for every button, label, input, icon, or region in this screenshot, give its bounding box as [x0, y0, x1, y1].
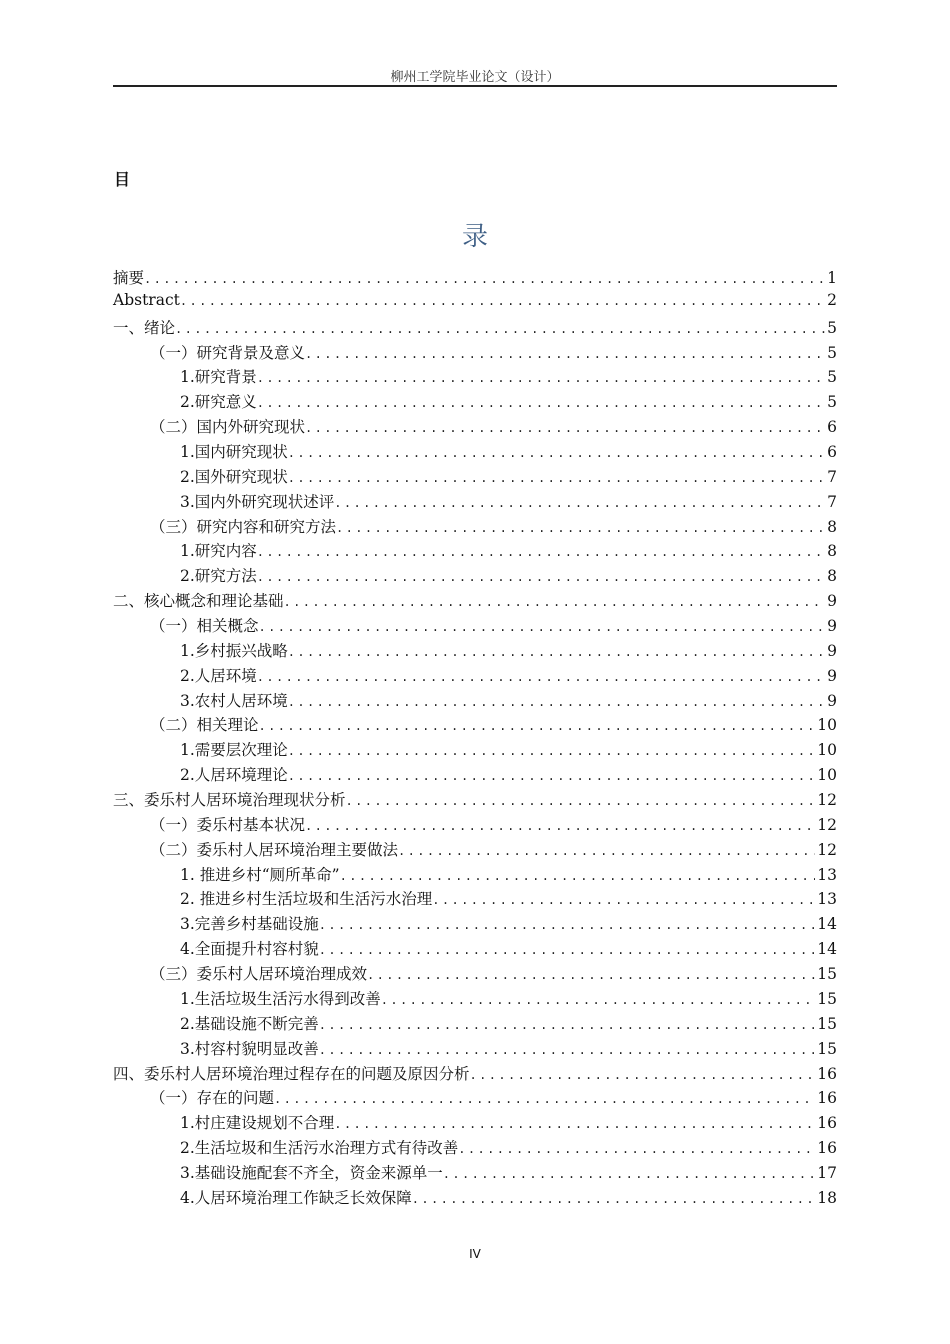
toc-entry-page: 13 [817, 865, 837, 884]
dot-leader [319, 943, 815, 957]
toc-entry[interactable] [113, 863, 837, 888]
toc-entry[interactable] [113, 490, 837, 515]
table-of-contents [113, 266, 837, 1211]
dot-leader [284, 595, 826, 609]
toc-entry[interactable] [113, 390, 837, 415]
dot-leader [305, 421, 825, 435]
toc-entry[interactable] [113, 415, 837, 440]
dot-leader [336, 521, 825, 535]
toc-entry-page: 15 [817, 965, 837, 984]
dot-leader [319, 918, 815, 932]
toc-entry-text: 2.基础设施不断完善 [180, 1014, 319, 1033]
dot-leader [367, 968, 815, 982]
toc-entry-page: 15 [817, 1039, 837, 1058]
toc-entry-page: 17 [817, 1163, 837, 1182]
toc-entry-page: 8 [827, 517, 837, 536]
dot-leader [305, 819, 815, 833]
toc-entry-text: 1.需要层次理论 [180, 741, 288, 760]
toc-entry[interactable] [113, 365, 837, 390]
toc-entry-text: 3.基础设施配套不齐全，资金来源单一 [180, 1163, 443, 1182]
toc-entry-text: 1.国内研究现状 [180, 443, 288, 462]
toc-entry-text: 4.人居环境治理工作缺乏长效保障 [180, 1188, 412, 1207]
toc-entry-text: （一）相关概念 [150, 617, 259, 636]
toc-entry-text: （一）存在的问题 [150, 1089, 275, 1108]
toc-entry-text: 一、绪论 [113, 318, 176, 337]
toc-entry-text: 1. 推进乡村“厕所革命” [180, 865, 340, 884]
toc-entry-text: 四、委乐村人居环境治理过程存在的问题及原因分析 [113, 1064, 470, 1083]
toc-entry-page: 14 [817, 915, 837, 934]
toc-entry-page: 13 [817, 890, 837, 909]
toc-entry-text: 1.研究内容 [180, 542, 257, 561]
toc-entry-page: 15 [817, 989, 837, 1008]
toc-entry[interactable] [113, 813, 837, 838]
toc-entry-text: 4.全面提升村容村貌 [180, 940, 319, 959]
dot-leader [432, 893, 815, 907]
toc-entry-page: 9 [827, 691, 837, 710]
dot-leader [288, 695, 825, 709]
toc-entry[interactable] [113, 937, 837, 962]
toc-entry-text: 2.人居环境理论 [180, 766, 288, 785]
dot-leader [288, 446, 825, 460]
toc-entry[interactable] [113, 341, 837, 366]
toc-entry[interactable] [113, 515, 837, 540]
toc-entry[interactable] [113, 1062, 837, 1087]
toc-entry[interactable] [113, 465, 837, 490]
toc-entry-text: （三）研究内容和研究方法 [150, 517, 337, 536]
toc-entry-page: 9 [827, 641, 837, 660]
dot-leader [257, 570, 825, 584]
toc-entry-page: 9 [827, 617, 837, 636]
toc-entry-text: （一）委乐村基本状况 [150, 815, 306, 834]
dot-leader [334, 496, 825, 510]
toc-entry[interactable] [113, 788, 837, 813]
dot-leader [257, 545, 825, 559]
dot-leader [458, 1142, 815, 1156]
toc-title-part1: 目 [114, 170, 131, 189]
toc-entry-page: 12 [817, 815, 837, 834]
header-rule [113, 85, 837, 87]
toc-entry[interactable] [113, 1161, 837, 1186]
dot-leader [305, 347, 825, 361]
dot-leader [412, 1192, 815, 1206]
toc-entry[interactable] [113, 539, 837, 564]
toc-entry[interactable] [113, 912, 837, 937]
toc-entry[interactable] [113, 738, 837, 763]
toc-entry-page: 8 [827, 567, 837, 586]
toc-entry-page: 16 [817, 1139, 837, 1158]
toc-entry-text: 1.村庄建设规划不合理 [180, 1114, 335, 1133]
page-header: 柳州工学院毕业论文（设计） [390, 70, 560, 85]
dot-leader [288, 645, 825, 659]
toc-entry[interactable] [113, 664, 837, 689]
toc-entry-text: 2.国外研究现状 [180, 467, 288, 486]
dot-leader [319, 1043, 815, 1057]
toc-entry[interactable] [113, 838, 837, 863]
dot-leader [257, 371, 825, 385]
toc-entry-page: 6 [827, 418, 837, 437]
toc-entry-text: 1.乡村振兴战略 [180, 641, 288, 660]
toc-entry[interactable] [113, 1111, 837, 1136]
toc-entry-page: 2 [827, 290, 837, 309]
toc-entry[interactable] [113, 962, 837, 987]
toc-entry-page: 15 [817, 1014, 837, 1033]
toc-entry[interactable] [113, 316, 837, 341]
toc-entry-page: 5 [827, 343, 837, 362]
toc-entry-text: 3.农村人居环境 [180, 691, 288, 710]
dot-leader [334, 1117, 815, 1131]
dot-leader [288, 471, 825, 485]
toc-entry[interactable] [113, 713, 837, 738]
toc-entry-text: 1.生活垃圾生活污水得到改善 [180, 989, 381, 1008]
dot-leader [346, 794, 816, 808]
toc-entry-page: 5 [827, 368, 837, 387]
dot-leader [470, 1068, 816, 1082]
toc-entry-page: 9 [827, 666, 837, 685]
toc-entry-text: 2.研究意义 [180, 393, 257, 412]
toc-entry[interactable] [113, 887, 837, 912]
toc-entry-text: 2.研究方法 [180, 567, 257, 586]
dot-leader [319, 1018, 815, 1032]
dot-leader [180, 294, 825, 308]
toc-entry-text: 2.人居环境 [180, 666, 257, 685]
toc-entry-page: 12 [817, 791, 837, 810]
toc-entry[interactable] [113, 1037, 837, 1062]
toc-entry[interactable] [113, 1086, 837, 1111]
toc-entry-text: 1.研究背景 [180, 368, 257, 387]
toc-entry[interactable] [113, 1186, 837, 1211]
toc-entry[interactable] [113, 763, 837, 788]
toc-entry-page: 6 [827, 443, 837, 462]
toc-entry[interactable] [113, 564, 837, 589]
dot-leader [257, 670, 825, 684]
toc-entry-page: 16 [817, 1064, 837, 1083]
dot-leader [398, 844, 815, 858]
toc-entry-text: 3.完善乡村基础设施 [180, 915, 319, 934]
toc-entry-page: 1 [827, 269, 837, 287]
dot-leader [175, 322, 825, 336]
toc-entry-text: 3.村容村貌明显改善 [180, 1039, 319, 1058]
toc-entry-text: （三）委乐村人居环境治理成效 [150, 965, 368, 984]
dot-leader [381, 993, 815, 1007]
toc-entry-page: 5 [827, 393, 837, 412]
toc-entry-page: 8 [827, 542, 837, 561]
toc-entry-text: （一）研究背景及意义 [150, 343, 306, 362]
dot-leader [259, 719, 816, 733]
toc-entry-text: 摘要 [113, 269, 145, 287]
page-number: IV [469, 1247, 481, 1261]
toc-entry-page: 7 [827, 467, 837, 486]
toc-entry-text: （二）相关理论 [150, 716, 259, 735]
toc-entry-page: 10 [817, 716, 837, 735]
toc-entry[interactable] [113, 689, 837, 714]
toc-entry[interactable] [113, 266, 837, 291]
dot-leader [257, 396, 825, 410]
toc-entry-page: 14 [817, 940, 837, 959]
toc-entry[interactable] [113, 589, 837, 614]
toc-entry-page: 10 [817, 766, 837, 785]
toc-entry[interactable] [113, 639, 837, 664]
toc-entry[interactable] [113, 291, 837, 316]
toc-entry-text: 2.生活垃圾和生活污水治理方式有待改善 [180, 1139, 459, 1158]
toc-entry-page: 10 [817, 741, 837, 760]
toc-entry-page: 18 [817, 1188, 837, 1207]
toc-entry-page: 16 [817, 1114, 837, 1133]
toc-entry-text: 3.国内外研究现状述评 [180, 492, 335, 511]
toc-entry-page: 5 [827, 318, 837, 337]
toc-entry[interactable] [113, 987, 837, 1012]
toc-entry-page: 9 [827, 592, 837, 611]
toc-entry-text: 二、核心概念和理论基础 [113, 592, 284, 611]
toc-entry-page: 16 [817, 1089, 837, 1108]
toc-entry[interactable] [113, 614, 837, 639]
toc-entry-text: 2. 推进乡村生活垃圾和生活污水治理 [180, 890, 433, 909]
toc-entry[interactable] [113, 440, 837, 465]
dot-leader [443, 1167, 815, 1181]
toc-title-part2: 录 [461, 222, 488, 252]
dot-leader [288, 769, 815, 783]
toc-entry-text: Abstract [113, 290, 180, 309]
toc-entry[interactable] [113, 1136, 837, 1161]
dot-leader [274, 1092, 815, 1106]
dot-leader [288, 744, 815, 758]
dot-leader [259, 620, 826, 634]
dot-leader [144, 272, 825, 286]
toc-entry-text: （二）国内外研究现状 [150, 418, 306, 437]
toc-entry-page: 7 [827, 492, 837, 511]
toc-entry-text: （二）委乐村人居环境治理主要做法 [150, 840, 399, 859]
toc-entry[interactable] [113, 1012, 837, 1037]
dot-leader [340, 869, 816, 883]
toc-entry-text: 三、委乐村人居环境治理现状分析 [113, 791, 346, 810]
toc-entry-page: 12 [817, 840, 837, 859]
